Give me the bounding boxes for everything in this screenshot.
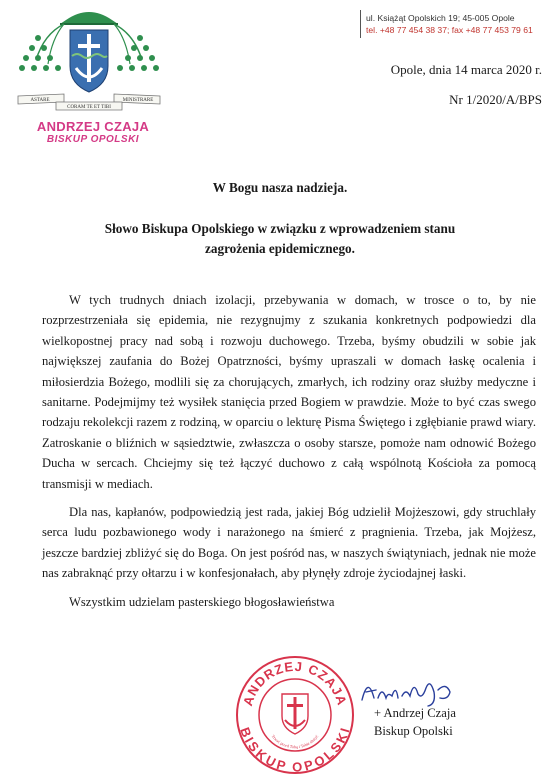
signature-block xyxy=(374,704,456,740)
body-paragraph: W tych trudnych dniach izolacji, przebywania w domach, w trosce o to, by nie rozprzestrzeniała się epidemia, nie rezygnujmy z szukania konkretnych podpowiedzi dla wielkopostnej pracy nad sobą i rozwoju duchowego. Trzeba, byśmy obudzili w sobie jak największej zaufania do Bożej Opatrzności, byśmy upraszali w domach łaskę ocalenia i miłosierdzia Bożego, modlili się za chorujących, zmarłych, ich rodziny oraz służby medyczne i sanitarne. Podejmijmy też wysiłek stanięcia przed Bogiem w prawdzie. Może to być czas swego rodzaju rekolekcji razem z rodziną, w oparciu o lekturę Pisma Świętego i zgłębianie prawd wiary. Zatroskanie o bliźnich w sąsiedztwie, zwłaszcza o osoby starsze, pomoże nam odnowić Bożego Ducha w sercach. Chciejmy się też łączyć duchowo z całą wspólnotą Kościoła za pomocą transmisji w mediach. xyxy=(42,293,536,491)
body-paragraph: Dla nas, kapłanów, podpowiedzią jest rada, jakiej Bóg udzielił Mojżeszowi, gdy struchlały serca ludu pozbawionego wody i narażonego na śmierć z pragnienia. Trzeba, jak Mojżesz, jeszcze bardziej zbliżyć się do Boga. On jest pośród nas, w naszych świątyniach, jednak nie może nas zabraknąć przy ołtarzu i w konfesjonałach, aby płynęły zdroje życiodajnej łaski. xyxy=(42,505,536,581)
episcopal-stamp-icon xyxy=(234,654,356,776)
address-block xyxy=(366,12,558,36)
stamp-inner-text: Trwać przed Tobą i Tobie służyć xyxy=(270,733,320,750)
author-title: BISKUP OPOLSKI xyxy=(46,134,140,145)
author-name: ANDRZEJ CZAJA xyxy=(36,119,150,134)
signature-name: + Andrzej Czaja xyxy=(374,706,456,720)
letter-subheading: Słowo Biskupa Opolskiego w związku z wprowadzeniem stanu zagrożenia epidemicznego. xyxy=(104,221,456,256)
address-line: ul. Książąt Opolskich 19; 45-005 Opole xyxy=(366,13,515,23)
crest-banner-right: MINISTRARE xyxy=(122,98,154,103)
stamp-bottom-text: BISKUP OPOLSKI xyxy=(237,725,353,775)
address-divider xyxy=(360,10,361,38)
svg-text:BISKUP OPOLSKI xyxy=(237,725,353,774)
stamp-top-text: ANDRZEJ CZAJA xyxy=(240,658,350,708)
coat-of-arms-icon xyxy=(14,4,164,116)
reference-number: Nr 1/2020/A/BPS xyxy=(449,92,542,107)
letter-body xyxy=(42,290,536,620)
signature-title: Biskup Opolski xyxy=(374,724,453,738)
phone-fax-line: tel. +48 77 454 38 37; fax +48 77 453 79 61 xyxy=(366,25,533,35)
closing-blessing: Wszystkim udzielam pasterskiego błogosławieństwa xyxy=(69,594,335,609)
letter-heading: W Bogu nasza nadzieja. xyxy=(212,180,348,195)
crest-banner-left: ASTARE xyxy=(30,98,50,103)
crest-motto: CORAM TE ET TIBI xyxy=(67,105,111,110)
letter-date: Opole, dnia 14 marca 2020 r. xyxy=(390,62,542,77)
